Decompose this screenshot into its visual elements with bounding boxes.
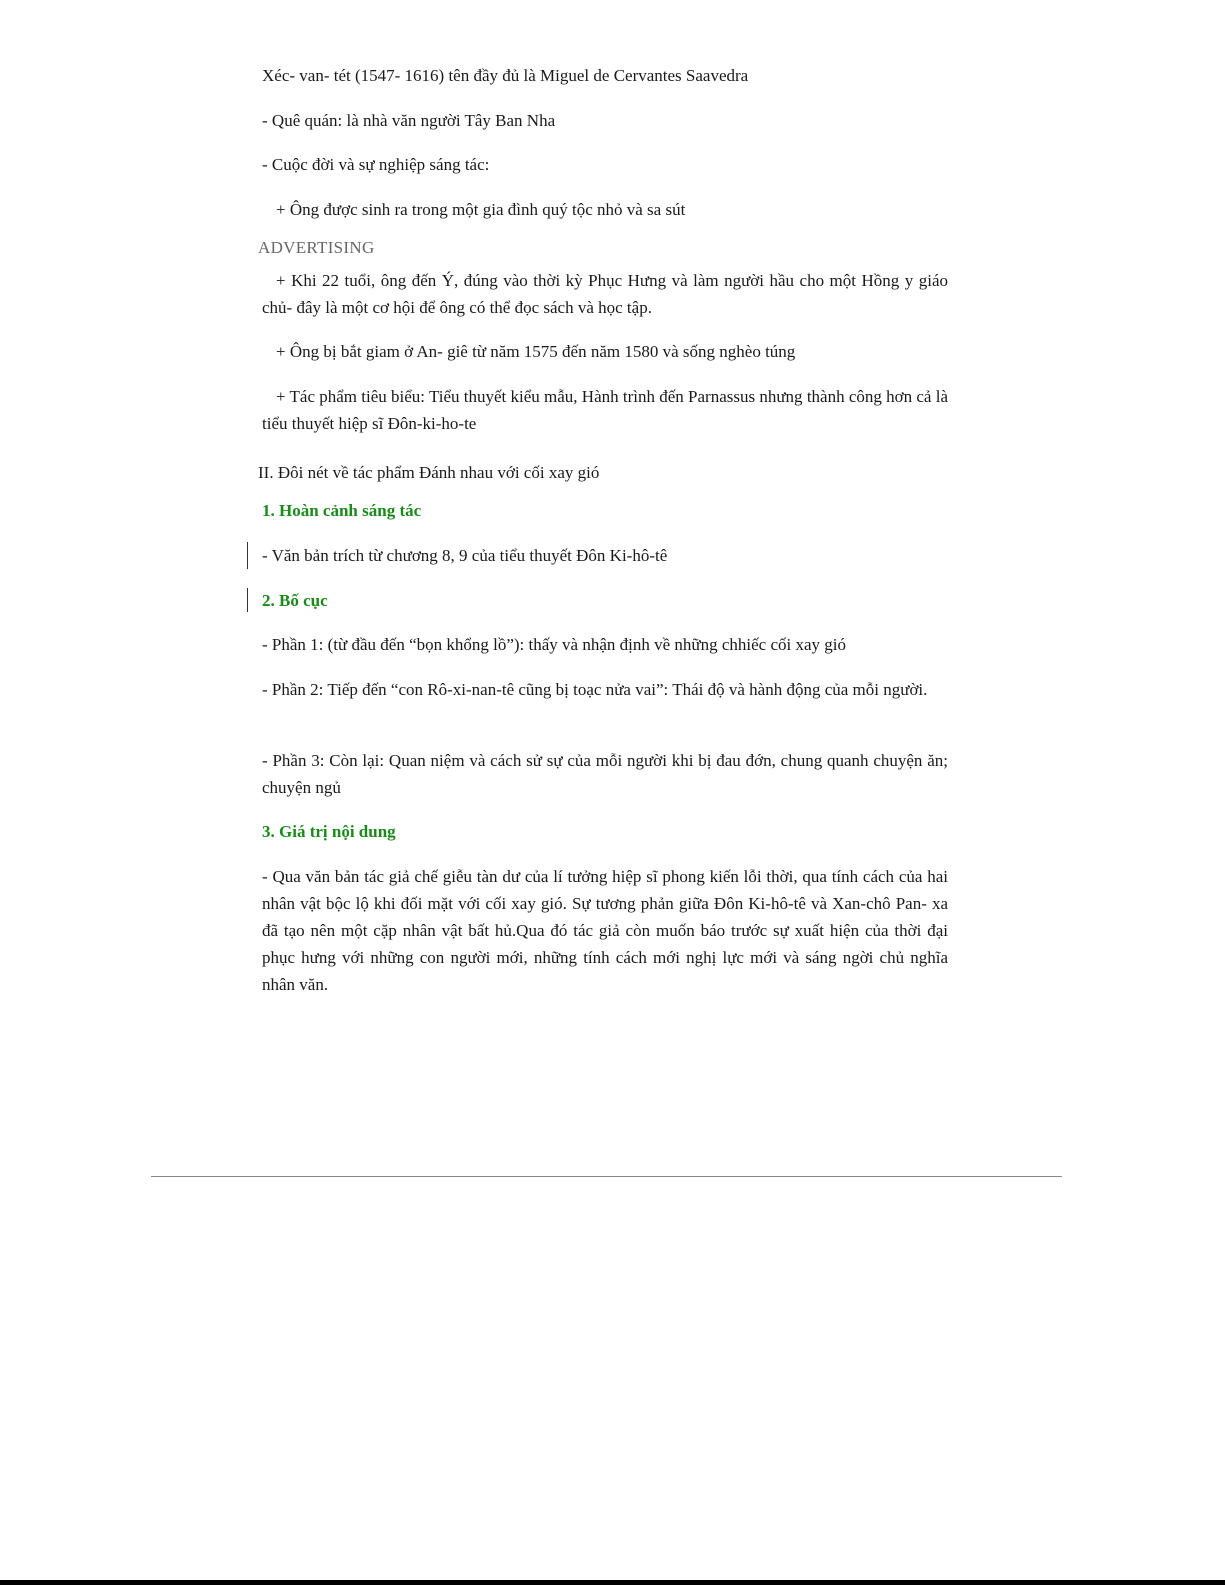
age22-paragraph: + Khi 22 tuổi, ông đến Ý, đúng vào thời kỳ Phục Hưng và làm người hầu cho một Hồng y giáo chủ- đây là một cơ hội để ông có thể đọc sách và học tập. <box>262 271 948 317</box>
prison-line: + Ông bị bắt giam ở An- giê từ năm 1575 đến năm 1580 và sống nghèo túng <box>276 342 796 361</box>
change-bar-marker <box>247 588 248 612</box>
born-line: + Ông được sinh ra trong một gia đình quý tộc nhỏ và sa sút <box>276 200 686 219</box>
content-value-paragraph: - Qua văn bản tác giả chế giễu tàn dư của lí tưởng hiệp sĩ phong kiến lỗi thời, qua tính cách của hai nhân vật bộc lộ khi đối mặt với cối xay gió. Sự tương phản giữa Đôn Ki-hô-tê và Xan-chô Pan- xa đã tạo nên một cặp nhân vật bất hủ.Qua đó tác giả còn muốn báo trước sự xuất hiện của thời đại phục hưng với những con người mới, những tính cách mới nghị lực mới và sáng ngời chủ nghĩa nhân văn. <box>262 867 948 994</box>
hometown-line: - Quê quán: là nhà văn người Tây Ban Nha <box>262 111 556 130</box>
part-2-paragraph: - Phần 2: Tiếp đến “con Rô-xi-nan-tê cũng bị toạc nửa vai”: Thái độ và hành động của mỗi người. <box>262 680 928 699</box>
part-3-paragraph: - Phần 3: Còn lại: Quan niệm và cách sử sự của mỗi người khi bị đau đớn, chung quanh chuyện ăn; chuyện ngủ <box>262 751 948 797</box>
career-title-line: - Cuộc đời và sự nghiệp sáng tác: <box>262 155 490 174</box>
heading-content-value: 3. Giá trị nội dung <box>262 822 396 841</box>
advertising-label: ADVERTISING <box>258 238 375 257</box>
excerpt-line: - Văn bản trích từ chương 8, 9 của tiểu thuyết Đôn Ki-hô-tê <box>262 546 668 565</box>
heading-layout: 2. Bố cục <box>262 591 328 610</box>
change-bar-marker <box>247 542 248 569</box>
page-bottom-edge <box>0 1580 1225 1585</box>
part-1-line: - Phần 1: (từ đầu đến “bọn khổng lồ”): thấy và nhận định về những chhiếc cối xay gió <box>262 635 847 654</box>
works-paragraph: + Tác phẩm tiêu biểu: Tiểu thuyết kiểu mẫu, Hành trình đến Parnassus nhưng thành công hơn cả là tiểu thuyết hiệp sĩ Đôn-ki-ho-te <box>262 387 948 433</box>
author-intro-line: Xéc- van- tét (1547- 1616) tên đầy đủ là Miguel de Cervantes Saavedra <box>262 66 749 85</box>
heading-composition-context: 1. Hoàn cảnh sáng tác <box>262 501 422 520</box>
page-divider <box>151 1176 1062 1177</box>
section-2-title: II. Đôi nét về tác phẩm Đánh nhau với cối xay gió <box>258 463 600 482</box>
